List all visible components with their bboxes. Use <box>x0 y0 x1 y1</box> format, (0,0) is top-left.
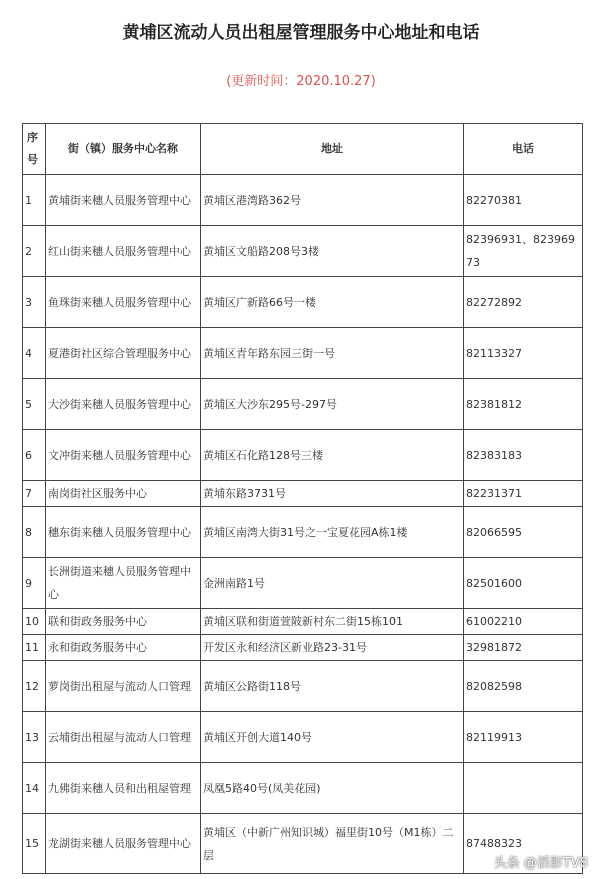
table-row <box>23 661 583 712</box>
row-center-name: 云埔街出租屋与流动人口管理 <box>46 712 201 763</box>
row-phone: 82231371 <box>464 481 583 507</box>
row-index: 10 <box>23 609 46 635</box>
row-index: 8 <box>23 507 46 558</box>
header-phone: 电话 <box>464 124 583 175</box>
row-index: 7 <box>23 481 46 507</box>
row-address: 黄埔区文船路208号3楼 <box>201 226 464 277</box>
update-time: (更新时间：2020.10.27) <box>226 74 376 89</box>
row-center-name: 联和街政务服务中心 <box>46 609 201 635</box>
row-phone: 87488323 <box>464 814 583 874</box>
row-center-name: 穗东街来穗人员服务管理中心 <box>46 507 201 558</box>
row-center-name: 萝岗街出租屋与流动人口管理 <box>46 661 201 712</box>
row-address: 黄埔区（中新广州知识城）福里街10号（M1栋）二层 <box>201 814 464 874</box>
row-address: 黄埔区公路街118号 <box>201 661 464 712</box>
row-index: 12 <box>23 661 46 712</box>
row-address: 黄埔区联和街道萱陂新村东二街15栋101 <box>201 609 464 635</box>
table-row <box>23 712 583 763</box>
row-index: 6 <box>23 430 46 481</box>
row-center-name: 永和街政务服务中心 <box>46 635 201 661</box>
row-phone: 82113327 <box>464 328 583 379</box>
table-row <box>23 277 583 328</box>
header-index: 序号 <box>23 124 46 175</box>
row-center-name: 夏港街社区综合管理服务中心 <box>46 328 201 379</box>
table-row <box>23 558 583 609</box>
row-phone: 82501600 <box>464 558 583 609</box>
row-center-name: 九佛街来穗人员和出租屋管理 <box>46 763 201 814</box>
table-row <box>23 379 583 430</box>
row-index: 2 <box>23 226 46 277</box>
row-address: 黄埔区石化路128号三楼 <box>201 430 464 481</box>
row-phone: 82272892 <box>464 277 583 328</box>
row-address: 黄埔区开创大道140号 <box>201 712 464 763</box>
row-index: 11 <box>23 635 46 661</box>
table-row <box>23 609 583 635</box>
row-center-name: 黄埔街来穗人员服务管理中心 <box>46 175 201 226</box>
table-row <box>23 430 583 481</box>
row-phone: 32981872 <box>464 635 583 661</box>
row-center-name: 红山街来穗人员服务管理中心 <box>46 226 201 277</box>
row-phone: 82270381 <box>464 175 583 226</box>
watermark: 头条 @滔影TV8 <box>493 856 588 871</box>
row-address: 黄埔区广新路66号一楼 <box>201 277 464 328</box>
row-phone: 61002210 <box>464 609 583 635</box>
row-index: 5 <box>23 379 46 430</box>
row-phone: 82383183 <box>464 430 583 481</box>
row-index: 14 <box>23 763 46 814</box>
page-title: 黄埔区流动人员出租屋管理服务中心地址和电话 <box>122 23 480 43</box>
row-phone: 82119913 <box>464 712 583 763</box>
row-index: 4 <box>23 328 46 379</box>
row-index: 1 <box>23 175 46 226</box>
table-row <box>23 481 583 507</box>
row-center-name: 大沙街来穗人员服务管理中心 <box>46 379 201 430</box>
row-phone <box>464 763 583 814</box>
header-center-name: 街（镇）服务中心名称 <box>46 124 201 175</box>
table-row <box>23 328 583 379</box>
table-row <box>23 635 583 661</box>
row-address: 黄埔区南湾大街31号之一宝夏花园A栋1楼 <box>201 507 464 558</box>
row-index: 13 <box>23 712 46 763</box>
row-address: 凤凰5路40号(凤美花园) <box>201 763 464 814</box>
row-address: 黄埔区港湾路362号 <box>201 175 464 226</box>
row-phone: 82082598 <box>464 661 583 712</box>
row-center-name: 鱼珠街来穗人员服务管理中心 <box>46 277 201 328</box>
row-phone: 82066595 <box>464 507 583 558</box>
row-center-name: 龙湖街来穗人员服务管理中心 <box>46 814 201 874</box>
row-index: 3 <box>23 277 46 328</box>
table-row <box>23 175 583 226</box>
table-header-row <box>23 124 583 175</box>
table-row <box>23 226 583 277</box>
row-index: 15 <box>23 814 46 874</box>
table-row <box>23 507 583 558</box>
header-address: 地址 <box>201 124 464 175</box>
row-center-name: 南岗街社区服务中心 <box>46 481 201 507</box>
row-address: 金洲南路1号 <box>201 558 464 609</box>
row-address: 黄埔区青年路东园三街一号 <box>201 328 464 379</box>
row-center-name: 长洲街道来穗人员服务管理中心 <box>46 558 201 609</box>
table-row <box>23 763 583 814</box>
row-address: 黄埔东路3731号 <box>201 481 464 507</box>
row-address: 黄埔区大沙东295号-297号 <box>201 379 464 430</box>
row-index: 9 <box>23 558 46 609</box>
service-center-table <box>22 123 583 874</box>
row-phone: 82396931、82396973 <box>464 226 583 277</box>
row-address: 开发区永和经济区新业路23-31号 <box>201 635 464 661</box>
row-phone: 82381812 <box>464 379 583 430</box>
row-center-name: 文冲街来穗人员服务管理中心 <box>46 430 201 481</box>
